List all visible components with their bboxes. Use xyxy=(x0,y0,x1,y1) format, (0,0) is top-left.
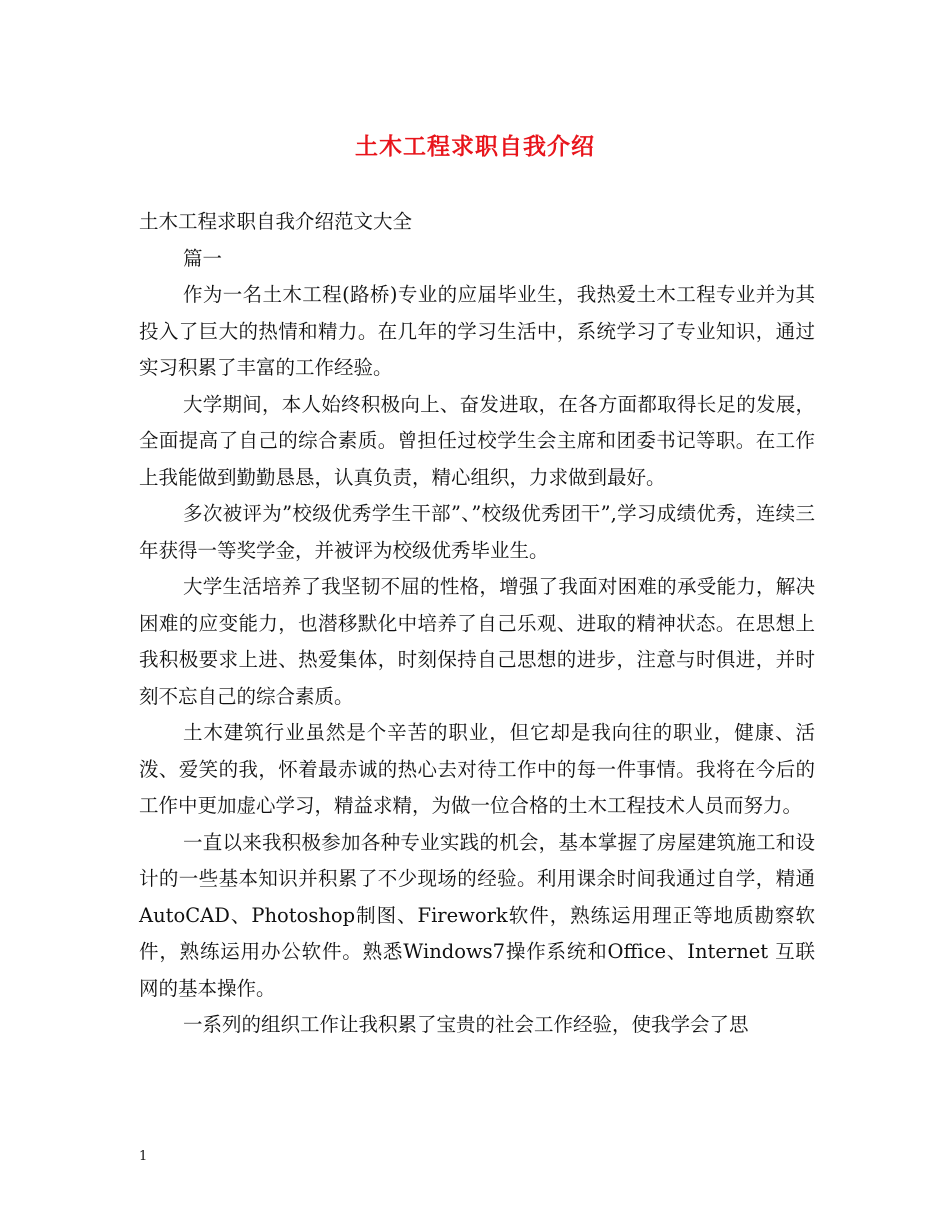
paragraph: 作为一名土木工程(路桥)专业的应届毕业生，我热爱土木工程专业并为其投入了巨大的热情和精力。在几年的学习生活中，系统学习了专业知识，通过实习积累了丰富的工作经验。 xyxy=(139,283,815,379)
paragraph: 大学生活培养了我坚韧不屈的性格，增强了我面对困难的承受能力，解决困难的应变能力，也潜移默化中培养了自己乐观、进取的精神状态。在思想上我积极要求上进、热爱集体，时刻保持自己思想的进步，注意与时俱进，并时刻不忘自己的综合素质。 xyxy=(139,575,815,708)
document-title: 土木工程求职自我介绍 xyxy=(355,133,595,160)
paragraph: 一直以来我积极参加各种专业实践的机会，基本掌握了房屋建筑施工和设计的一些基本知识并积累了不少现场的经验。利用课余时间我通过自学，精通AutoCAD、Photoshop制图、Firework软件，熟练运用理正等地质勘察软件，熟练运用办公软件。熟悉Windows7操作系统和Office、Internet 互联网的基本操作。 xyxy=(139,830,815,1000)
paragraph: 多次被评为”校级优秀学生干部”、”校级优秀团干”,学习成绩优秀，连续三年获得一等奖学金，并被评为校级优秀毕业生。 xyxy=(139,502,815,562)
paragraph: 一系列的组织工作让我积累了宝贵的社会工作经验，使我学会了思 xyxy=(183,1013,749,1036)
section-heading: 篇一 xyxy=(183,246,223,270)
document-subtitle: 土木工程求职自我介绍范文大全 xyxy=(139,210,413,233)
paragraph: 大学期间，本人始终积极向上、奋发进取，在各方面都取得长足的发展，全面提高了自己的综合素质。曾担任过校学生会主席和团委书记等职。在工作上我能做到勤勤恳恳，认真负责，精心组织，力求做到最好。 xyxy=(139,392,815,489)
page-number: 1 xyxy=(139,1149,148,1164)
document-body xyxy=(139,204,815,1044)
paragraph: 土木建筑行业虽然是个辛苦的职业，但它却是我向往的职业，健康、活泼、爱笑的我，怀着最赤诚的热心去对待工作中的每一件事情。我将在今后的工作中更加虚心学习，精益求精，为做一位合格的土木工程技术人员而努力。 xyxy=(139,721,815,817)
